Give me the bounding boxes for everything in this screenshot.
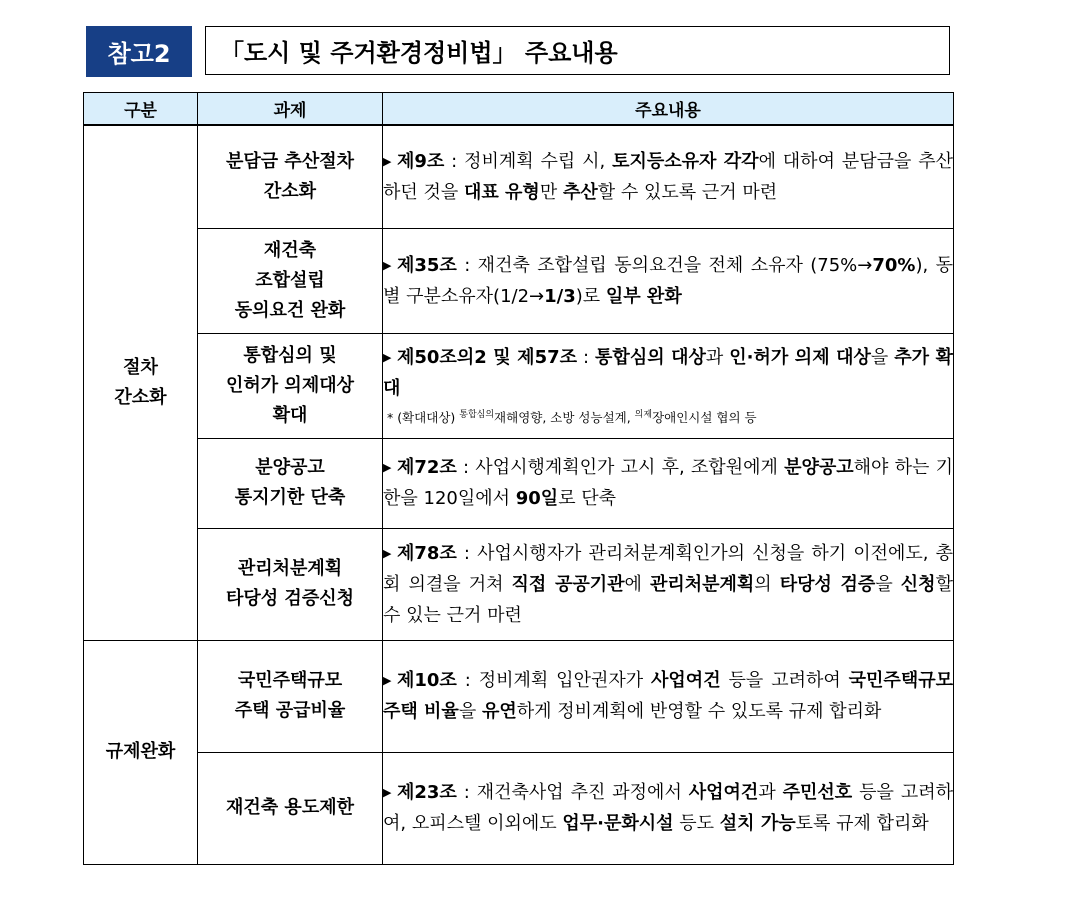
emphasis-text: 국민주택규모 주택 비율: [383, 670, 953, 722]
emphasis-text: 일부 완화: [605, 285, 682, 307]
footnote-text: 장애인시설 협의 등: [652, 410, 757, 426]
content-text: 해야 하는 기한을 120일에서: [383, 457, 953, 509]
emphasis-text: 1/3: [544, 285, 576, 307]
task-cell: [198, 125, 383, 228]
emphasis-text: 90일: [515, 488, 559, 509]
category-procedure: [84, 125, 198, 640]
triangle-bullet-icon: ▶: [383, 546, 392, 560]
task-line: 인허가 의제대상: [226, 374, 354, 396]
emphasis-text: 70%: [872, 254, 916, 276]
content-text: 과: [705, 346, 730, 368]
content-cell: [383, 640, 954, 752]
content-text: : 정비계획 수립 시,: [444, 150, 613, 172]
content-table: [83, 92, 954, 865]
content-text: : 재건축사업 추진 과정에서: [456, 782, 689, 803]
task-cell: [198, 528, 383, 640]
content-text: 등을 고려하여: [720, 670, 849, 691]
footnote-prefix: * (확대대상): [387, 410, 460, 426]
triangle-bullet-icon: ▶: [383, 786, 392, 799]
article-number: 제23조: [397, 782, 457, 803]
triangle-bullet-icon: ▶: [383, 350, 392, 364]
table-row: [84, 125, 954, 228]
content-text: : 사업시행자가 관리처분계획인가의 신청을 하기 이전에도, 총회 의결을 거쳐: [383, 542, 953, 595]
emphasis-text: 업무·문화시설: [562, 813, 674, 834]
task-cell: [198, 640, 383, 752]
emphasis-text: 사업여건: [688, 782, 759, 803]
article-number: 제78조: [397, 542, 457, 564]
footnote-sup: 통합심의: [459, 409, 495, 420]
article-number: 제9조: [397, 150, 445, 172]
article-number: 제35조: [397, 254, 457, 276]
table-row: [84, 438, 954, 528]
emphasis-text: 토지등소유자 각각: [612, 150, 759, 172]
task-line: 통지기한 단축: [234, 487, 346, 508]
task-line: 확대: [272, 404, 308, 426]
footnote: [383, 404, 953, 429]
content-text: 하게 정비계획에 반영할 수 있도록 규제 합리화: [516, 701, 882, 722]
emphasis-text: 추산: [562, 181, 598, 203]
emphasis-text: 신청: [900, 573, 936, 595]
content-text: 만: [539, 181, 563, 203]
task-line: 분양공고: [255, 457, 325, 478]
content-text: 을: [458, 701, 482, 722]
table-header-row: [84, 93, 954, 126]
column-header-category: 구분: [84, 93, 198, 126]
column-header-task: 과제: [198, 93, 383, 126]
emphasis-text: 설치 가능: [719, 813, 796, 834]
emphasis-text: 주민선호: [782, 782, 853, 803]
content-text: 의: [754, 573, 780, 595]
content-text: ), 동별 구분소유자(1/2→: [383, 254, 953, 307]
content-text: : 사업시행계획인가 고시 후, 조합원에게: [456, 457, 785, 478]
emphasis-text: 통합심의 대상: [595, 346, 706, 368]
emphasis-text: 직접 공공기관: [511, 573, 625, 595]
task-line: 국민주택규모: [237, 670, 343, 691]
emphasis-text: 인·허가 의제 대상: [729, 346, 871, 368]
content-text: 에 대하여 분담금을 추산하던 것을: [383, 150, 953, 203]
page-title: 「도시 및 주거환경정비법」 주요내용: [205, 26, 950, 75]
content-text: 등을 고려하여, 오피스텔 이외에도: [383, 782, 953, 834]
task-line: 통합심의 및: [243, 344, 337, 366]
task-line: 간소화: [263, 180, 317, 202]
triangle-bullet-icon: ▶: [383, 461, 392, 474]
content-cell: [383, 438, 954, 528]
content-text: 할 수 있는 근거 마련: [383, 573, 953, 626]
content-text: :: [577, 346, 596, 368]
triangle-bullet-icon: ▶: [383, 674, 392, 687]
content-cell: [383, 125, 954, 228]
content-text: 로 단축: [558, 488, 617, 509]
article-number: 제50조의2 및 제57조: [397, 346, 578, 368]
emphasis-text: 타당성 검증: [779, 573, 876, 595]
content-text: 할 수 있도록 근거 마련: [597, 181, 778, 203]
task-cell: [198, 333, 383, 438]
triangle-bullet-icon: ▶: [383, 258, 392, 272]
content-text: 을: [870, 346, 895, 368]
content-text: 에: [624, 573, 650, 595]
content-cell: [383, 752, 954, 864]
content-text: : 재건축 조합설립 동의요건을 전체 소유자 (75%→: [456, 254, 873, 276]
table-row: [84, 528, 954, 640]
reference-badge: 참고2: [86, 26, 192, 77]
task-line: 동의요건 완화: [234, 299, 346, 321]
category-regulation: [84, 640, 198, 864]
content-text: 토록 규제 합리화: [795, 813, 929, 834]
emphasis-text: 분양공고: [784, 457, 854, 478]
table-row: [84, 333, 954, 438]
footnote-text: 재해영향, 소방 성능설계,: [494, 410, 635, 426]
content-cell: [383, 333, 954, 438]
emphasis-text: 추가 확대: [383, 346, 953, 399]
task-line: 조합설립: [255, 269, 325, 291]
emphasis-text: 대표 유형: [464, 181, 540, 203]
task-line: 관리처분계획: [237, 558, 343, 579]
article-number: 제72조: [397, 457, 457, 478]
task-cell: [198, 438, 383, 528]
article-number: 제10조: [397, 670, 457, 691]
task-line: 타당성 검증신청: [226, 588, 354, 609]
content-cell: [383, 528, 954, 640]
content-text: 을: [875, 573, 901, 595]
category-label: 절차 간소화: [114, 356, 167, 408]
table-row: [84, 640, 954, 752]
task-line: 분담금 추산절차: [226, 150, 354, 172]
task-line: 재건축 용도제한: [226, 797, 354, 818]
emphasis-text: 관리처분계획: [649, 573, 755, 595]
content-cell: [383, 228, 954, 333]
emphasis-text: 사업여건: [651, 670, 721, 691]
content-text: )로: [575, 285, 606, 307]
table-row: [84, 228, 954, 333]
footnote-sup: 의제: [634, 409, 653, 420]
content-text: : 정비계획 입안권자가: [456, 670, 652, 691]
content-text: 등도: [673, 813, 720, 834]
triangle-bullet-icon: ▶: [383, 154, 392, 168]
category-label: 규제완화: [105, 741, 176, 762]
content-text: 과: [758, 782, 783, 803]
task-line: 주택 공급비율: [234, 700, 346, 721]
task-line: 재건축: [263, 239, 317, 261]
column-header-content: 주요내용: [383, 93, 954, 126]
task-cell: [198, 228, 383, 333]
task-cell: [198, 752, 383, 864]
emphasis-text: 유연: [481, 701, 517, 722]
table-row: [84, 752, 954, 864]
